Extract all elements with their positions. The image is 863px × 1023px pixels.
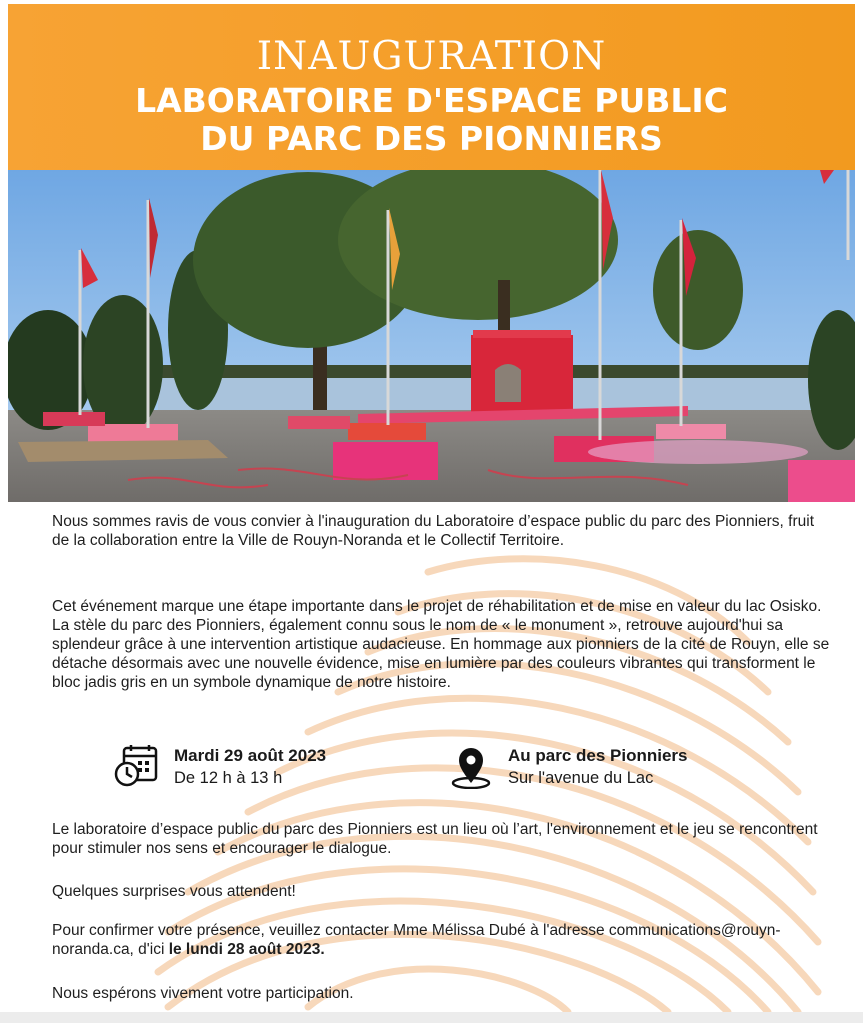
confirm-text: Pour confirmer votre présence, veuillez contacter Mme Mélissa Dubé à l'adresse communications@rouyn-noranda.ca, d'ici	[52, 922, 781, 958]
surprises-paragraph: Quelques surprises vous attendent!	[52, 883, 296, 900]
intro-paragraph: Nous sommes ravis de vous convier à l'inauguration du Laboratoire d’espace public du parc des Pionniers, fruit de la collaboration entre la Ville de Rouyn-Noranda et le Collectif Territoire.	[52, 513, 815, 549]
closing-paragraph: Nous espérons vivement votre participation.	[52, 985, 354, 1002]
event-paragraph: Cet événement marque une étape importante dans le projet de réhabilitation et de mise en valeur du lac Osisko. La stèle du parc des Pionniers, également connu sous le nom de « le monument », retrouve aujourd'hui sa splendeur grâce à une intervention artistique audacieuse. En hommage aux pionniers de la cité de Rouyn, elle se détache désormais avec une nouvelle évidence, mise en lumière par des couleurs vibrantes qui transforment le bloc jadis gris en un symbole dynamique de notre histoire.	[52, 598, 830, 691]
event-time: De 12 h à 13 h	[174, 769, 283, 787]
header-banner	[8, 4, 855, 170]
body-area	[8, 502, 855, 1012]
event-place: Au parc des Pionniers	[508, 746, 688, 765]
header-subtitle-line2: DU PARC DES PIONNIERS	[200, 119, 663, 158]
park-photo	[8, 170, 855, 502]
header-title: INAUGURATION	[256, 34, 607, 79]
header-subtitle-line1: LABORATOIRE D'ESPACE PUBLIC	[135, 81, 728, 120]
lab-paragraph: Le laboratoire d’espace public du parc des Pionniers est un lieu où l’art, l'environnement et le jeu se rencontrent pour stimuler nos sens et encourager le dialogue.	[52, 821, 818, 857]
confirm-deadline: le lundi 28 août 2023.	[168, 941, 325, 958]
calendar-clock-icon	[114, 745, 160, 789]
event-street: Sur l'avenue du Lac	[508, 769, 654, 787]
bottom-bar	[0, 1012, 863, 1023]
location-pin-icon	[448, 745, 494, 789]
event-date: Mardi 29 août 2023	[174, 746, 327, 765]
confirm-paragraph	[52, 921, 832, 959]
